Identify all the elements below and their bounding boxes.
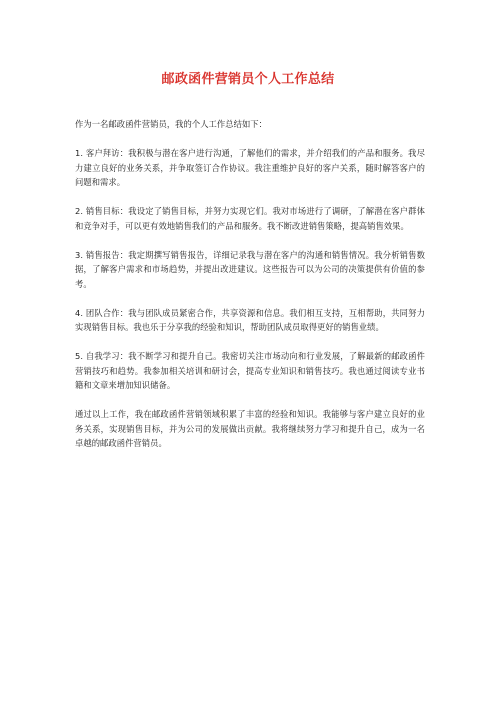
intro-paragraph: 作为一名邮政函件营销员，我的个人工作总结如下： bbox=[75, 119, 267, 129]
document-body bbox=[75, 117, 425, 465]
paragraph-self-learning: 5. 自我学习：我不断学习和提升自己。我密切关注市场动向和行业发展，了解最新的邮政函件营销技巧和趋势。我参加相关培训和研讨会，提高专业知识和销售技巧。我也通过阅读专业书籍和文章来增加知识储备。 bbox=[75, 351, 425, 390]
document-title: 邮政函件营销员个人工作总结 bbox=[161, 72, 335, 87]
paragraph-sales-reports: 3. 销售报告：我定期撰写销售报告，详细记录我与潜在客户的沟通和销售情况。我分析销售数据，了解客户需求和市场趋势，并提出改进建议。这些报告可以为公司的决策提供有价值的参考。 bbox=[75, 249, 425, 289]
conclusion-paragraph: 通过以上工作，我在邮政函件营销领域积累了丰富的经验和知识。我能够与客户建立良好的业务关系，实现销售目标，并为公司的发展做出贡献。我将继续努力学习和提升自己，成为一名卓越的邮政函件营销员。 bbox=[75, 409, 425, 448]
paragraph-sales-targets: 2. 销售目标：我设定了销售目标，并努力实现它们。我对市场进行了调研，了解潜在客户群体和竞争对手，可以更有效地销售我们的产品和服务。我不断改进销售策略，提高销售效果。 bbox=[75, 206, 425, 231]
paragraph-teamwork: 4. 团队合作：我与团队成员紧密合作，共享资源和信息。我们相互支持，互相帮助，共同努力实现销售目标。我也乐于分享我的经验和知识，帮助团队成员取得更好的销售业绩。 bbox=[75, 307, 425, 332]
paragraph-client-visits: 1. 客户拜访：我积极与潜在客户进行沟通，了解他们的需求，并介绍我们的产品和服务。我尽力建立良好的业务关系，并争取签订合作协议。我注重维护良好的客户关系，随时解答客户的问题和需求。 bbox=[75, 148, 425, 187]
